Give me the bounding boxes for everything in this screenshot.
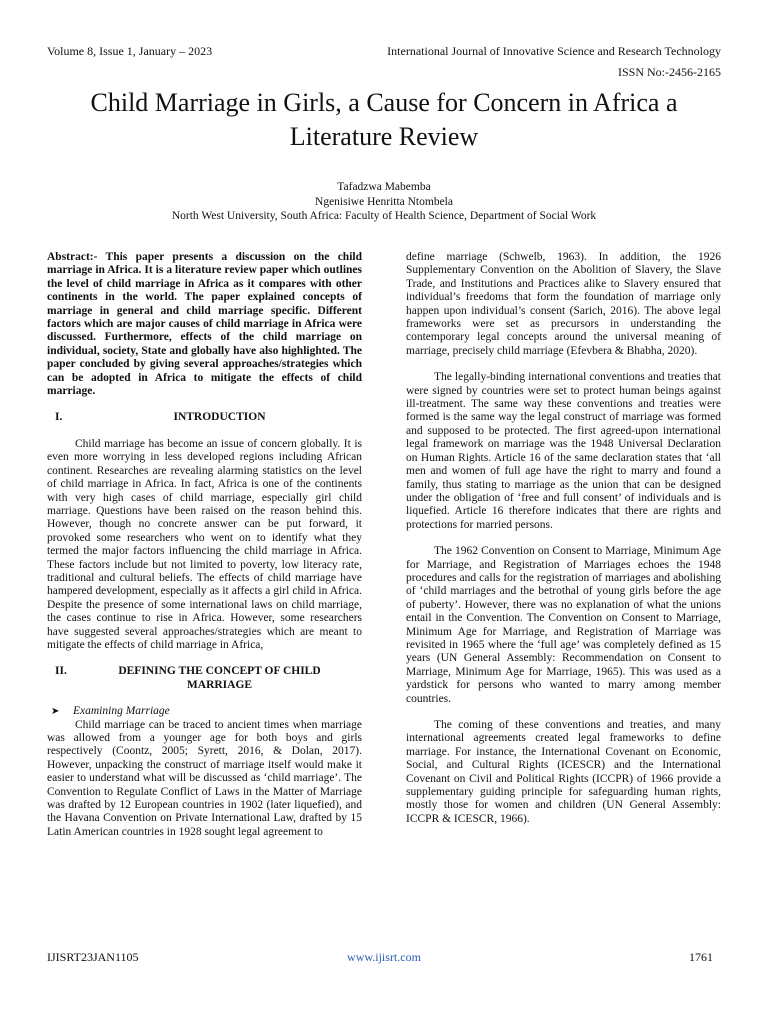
website-link[interactable]: www.ijisrt.com	[347, 950, 421, 964]
left-column	[47, 251, 362, 839]
arrow-bullet-icon: ➤	[51, 706, 60, 718]
journal-name: International Journal of Innovative Science and Research Technology	[387, 44, 721, 58]
author-affiliation: North West University, South Africa: Faculty of Health Science, Department of Social Work	[171, 210, 597, 222]
abstract: Abstract:- This paper presents a discussion on the child marriage in Africa. It is a literature review paper which outlines the level of child marriage in Africa as it compares with other continents in the world. The paper explained concepts of marriage in general and child marriage specific. Different factors which are major causes of child marriage in Africa were discussed. Furthermore, effects of the child marriage on individual, society, State and globally have also highlighted. The paper concluded by giving several approaches/strategies which can be adopted in Africa to mitigate the effects of child marriage.	[47, 251, 362, 398]
section-heading-introduction	[47, 411, 362, 424]
volume-issue: Volume 8, Issue 1, January – 2023	[47, 44, 213, 58]
marriage-paragraph: Child marriage can be traced to ancient times when marriage was allowed from a younger age for both boys and girls respectively (Coontz, 2005; Syrett, 2016, & Dolan, 2017). However, unpacking the construct of marriage itself would make it easier to understand what will be discussed as ‘child marriage’. The Convention to Regulate Conflict of Laws in the Matter of Marriage was drafted by 12 European countries in 1902 (later liquefied), and the Havana Convention on Private International Law, drafted by 15 Latin American countries in 1928 sought legal agreement to	[47, 718, 362, 838]
right-column	[406, 251, 721, 826]
author-block	[40, 180, 728, 224]
author-name: Tafadzwa Mabemba	[337, 181, 431, 193]
section-number: I.	[55, 411, 63, 424]
section-title: DEFINING THE CONCEPT OF CHILD MARRIAGE	[118, 665, 321, 691]
paper-title: Child Marriage in Girls, a Cause for Concern in Africa a Literature Review	[90, 88, 678, 151]
body-paragraph: The 1962 Convention on Consent to Marriage, Minimum Age for Marriage, and Registration of Marriages echoes the 1948 procedures and calls for the registration of marriages and abolishing of ‘child marriages and the betrothal of young girls before the age of puberty’. However, there was no explanation of what the unions entail in the Convention. The Convention on Consent to Marriage, Minimum Age for Marriage, and Registration of Marriage was revisited in 1965 where the ‘full age’ was completely defined as 15 years (UN General Assembly: Recommendation on Consent to Marriage, Minimum Age for Marriage, 1965). This was used as a yardstick for persons who wanted to marry among member countries.	[406, 545, 721, 705]
section-number: II.	[55, 665, 67, 678]
issn-number: ISSN No:-2456-2165	[617, 65, 721, 79]
subsection-title: Examining Marriage	[73, 705, 170, 718]
intro-paragraph: Child marriage has become an issue of concern globally. It is even more worrying in less developed regions including African continent. Researches are revealing alarming statistics on the level of child marriage in Africa. In fact, Africa is one of the continents with very high cases of child marriage, especially girl child marriage. Questions have been raised on the reason behind this. However, though no concrete answer can be put forward, it provoked some researchers who went on to identify what they termed the major factors influencing the child marriage in Africa. These factors include but not limited to poverty, low literacy rate, traditional and cultural beliefs. The effects of child marriage have hampered development, especially as it affects a girl child in Africa. Despite the presence of some international laws on child marriage, the cases continue to rise in Africa. However, some researchers have suggested several approaches/strategies which are meant to mitigate the effects of child marriage in Africa,	[47, 437, 362, 651]
paper-id: IJISRT23JAN1105	[47, 950, 139, 964]
page-number: 1761	[689, 950, 713, 964]
body-paragraph: The legally-binding international conventions and treaties that were signed by countries were set to protect human beings against ill-treatment. The same way these conventions and treaties were formed is the same way the legal construct of marriage was formed and supposed to be protected. The first agreed-upon international legal framework on marriage was the 1948 Universal Declaration on Human Rights. Article 16 of the same declaration states that ‘all men and women of full age have the right to marry and found a family, thus stating to marriage as the union that can be designed under the obligation of ‘free and full consent’ of individuals and is liquefied. Article 16 therefore indicates that there are rights and protections for married persons.	[406, 371, 721, 531]
body-paragraph: define marriage (Schwelb, 1963). In addition, the 1926 Supplementary Convention on the Abolition of Slavery, the Slave Trade, and Institutions and Practices alike to Slavery ensured that individual’s freedoms that form the foundation of marriage only happen upon individual’s consent (Sarich, 2016). The above legal frameworks were set as precursors in understanding the contemporary legal concepts around the universal meaning of marriage, precisely child marriage (Efevbera & Bhabha, 2020).	[406, 251, 721, 357]
body-paragraph: The coming of these conventions and treaties, and many international agreements created legal frameworks to define marriage. For instance, the International Covenant on Economic, Social, and Cultural Rights (ICESCR) and the International Covenant on Civil and Political Rights (ICCPR) of 1966 provide a supplementary guiding principle for safeguarding human rights, mostly those for women and children (UN General Assembly: ICCPR & ICESCR, 1966).	[406, 719, 721, 825]
section-heading-defining	[47, 665, 362, 692]
subsection-heading	[47, 705, 362, 718]
section-title: INTRODUCTION	[173, 411, 266, 424]
author-name: Ngenisiwe Henritta Ntombela	[315, 195, 453, 208]
